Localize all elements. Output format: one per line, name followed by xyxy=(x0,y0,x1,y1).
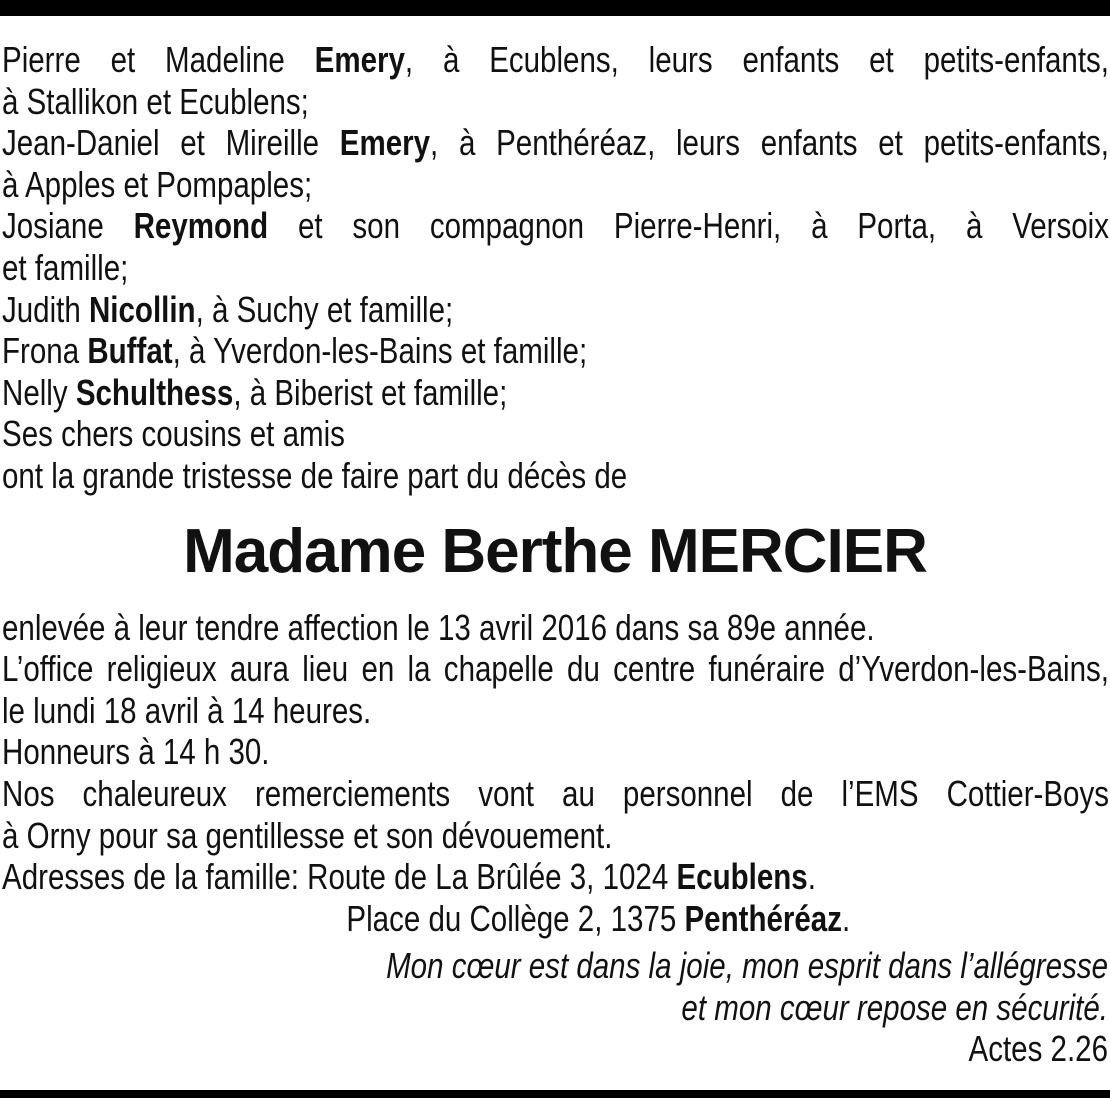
text: , à Ecublens, leurs enfants et petits-enfants, xyxy=(404,39,1109,80)
text: . xyxy=(807,856,816,898)
verse-line: Mon cœur est dans la joie, mon esprit dans l’allégresse xyxy=(386,945,1108,987)
deceased-name: Madame Berthe MERCIER xyxy=(183,516,927,586)
text: Judith xyxy=(2,288,89,330)
text: , à Penthéréaz, leurs enfants et petits-enfants, xyxy=(430,122,1109,164)
family-line xyxy=(2,164,1109,206)
text: à Stallikon et Ecublens; xyxy=(2,80,309,122)
family-surname: Emery xyxy=(314,39,405,80)
text: Pierre et Madeline xyxy=(2,39,315,80)
address-indent xyxy=(2,898,346,939)
family-line xyxy=(2,289,1109,331)
text: , à Yverdon-les-Bains et famille; xyxy=(172,330,588,372)
family-surname: Emery xyxy=(339,122,431,164)
address-label: Adresses de la famille: xyxy=(2,856,308,898)
family-surname: Reymond xyxy=(133,205,269,247)
family-line xyxy=(2,122,1109,164)
family-line xyxy=(2,372,1109,414)
verse-line: et mon cœur repose en sécurité. xyxy=(681,986,1108,1028)
obituary-notice xyxy=(2,39,1108,1070)
verse-reference: Actes 2.26 xyxy=(968,1028,1108,1070)
detail-line: Honneurs à 14 h 30. xyxy=(2,731,270,773)
family-line xyxy=(2,205,1109,247)
family-surname: Buffat xyxy=(87,330,173,372)
family-line xyxy=(2,39,1109,81)
text: , à Biberist et famille; xyxy=(233,371,508,413)
detail-line: L’office religieux aura lieu en la chapelle du centre funéraire d’Yverdon-les-Bains, xyxy=(2,648,1109,690)
text: , à Suchy et famille; xyxy=(195,288,454,330)
family-line xyxy=(2,413,1109,455)
family-line xyxy=(2,81,1109,123)
detail-line: à Orny pour sa gentillesse et son dévouement. xyxy=(2,814,613,856)
top-rule xyxy=(0,0,1110,16)
text: Jean-Daniel et Mireille xyxy=(2,122,340,164)
text: Nelly xyxy=(2,371,76,413)
address-line xyxy=(2,898,1109,940)
text: Place du Collège 2, 1375 xyxy=(346,897,685,939)
text: et famille; xyxy=(2,246,129,288)
detail-line: Nos chaleureux remerciements vont au personnel de l’EMS Cottier-Boys xyxy=(2,772,1109,814)
text: Ses chers cousins et amis xyxy=(2,413,345,455)
detail-line: le lundi 18 avril à 14 heures. xyxy=(2,689,372,731)
text: ont la grande tristesse de faire part du décès de xyxy=(2,454,628,496)
text: Frona xyxy=(2,330,88,372)
family-line xyxy=(2,247,1109,289)
family-surname: Schulthess xyxy=(75,371,234,413)
detail-line: enlevée à leur tendre affection le 13 avril 2016 dans sa 89e année. xyxy=(2,606,875,648)
address-town: Penthéréaz xyxy=(684,897,842,939)
announcement-line xyxy=(2,455,1109,497)
bottom-rule xyxy=(0,1090,1110,1098)
text: Josiane xyxy=(2,205,134,247)
address-town: Ecublens xyxy=(676,856,808,898)
text: . xyxy=(841,897,851,939)
text: à Apples et Pompaples; xyxy=(2,163,313,205)
family-surname: Nicollin xyxy=(88,288,196,330)
text: et son compagnon Pierre-Henri, à Porta, à Versoix xyxy=(268,205,1109,247)
address-line xyxy=(2,856,1109,898)
text: Route de La Brûlée 3, 1024 xyxy=(307,856,677,898)
family-line xyxy=(2,330,1109,372)
